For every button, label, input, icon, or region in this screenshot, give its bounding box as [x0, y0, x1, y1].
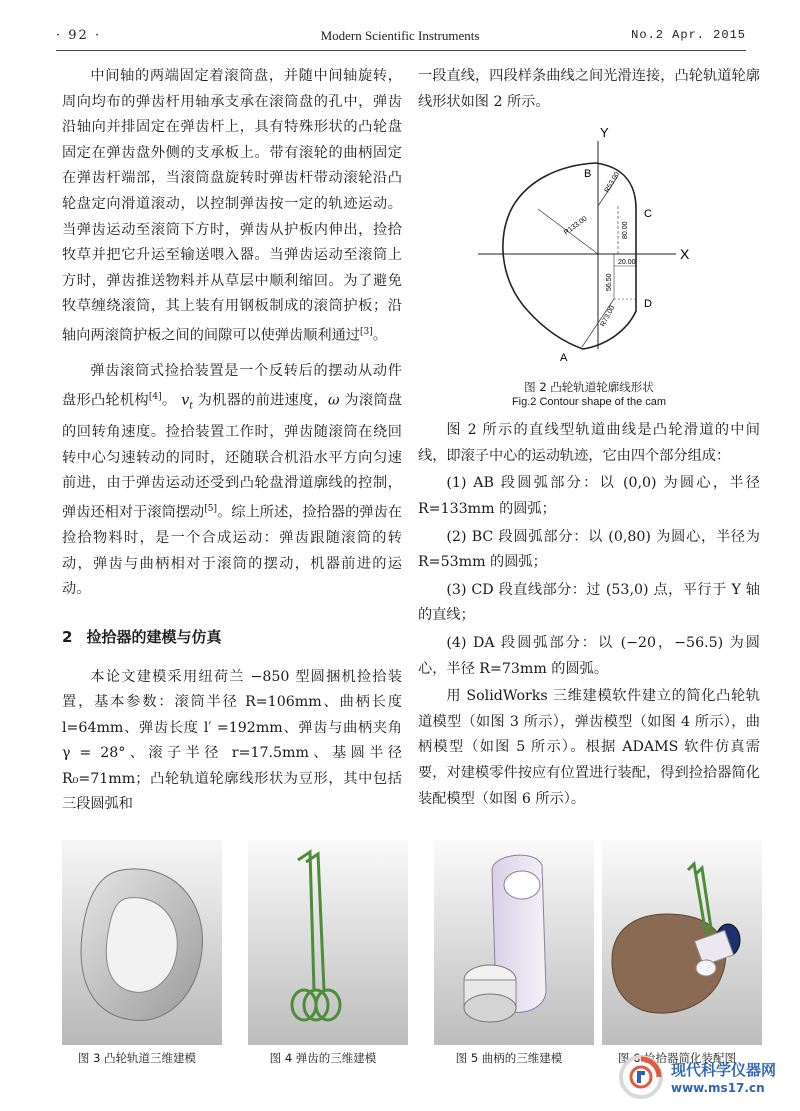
point-a: A	[560, 352, 568, 365]
point-c: C	[644, 208, 652, 221]
cam-contour	[503, 163, 636, 349]
tine-3d-image	[248, 840, 408, 1045]
paragraph: 用 SolidWorks 三维建模软件建立的简化凸轮轨道模型（如图 3 所示），弹齿模型（如图 4 所示），曲柄模型（如图 5 所示）。根据 ADAMS 软件仿真需要，对建模零件按应有位置进行装配，得到捡拾器简化装配模型（如图 6 所示）。	[418, 688, 760, 807]
paragraph: 中间轴的两端固定着滚筒盘，并随中间轴旋转，周向均布的弹齿杆用轴承支承在滚筒盘的孔中，弹齿沿轴向并排固定在弹齿杆上，具有特殊形状的凸轮盘固定在弹齿盘外侧的支承板上。带有滚轮的曲柄固定在弹齿杆端部，当滚筒盘旋转时弹齿杆带动滚轮沿凸轮盘定向滑道滚动，以控制弹齿按一定的轨迹运动。当弹齿运动至滚筒下方时，弹齿从护板内伸出，捡拾牧草并把它升运至输送喂入器。当弹齿运动至滚筒上方时，弹齿推送物料并从草层中顺利缩回。为了避免牧草缠绕滚筒，其上装有用钢板制成的滚筒护板；沿轴向两滚筒护板之间的间隙可以使弹齿顺利通过[3]。	[62, 68, 402, 344]
assembly-3d-image	[602, 840, 762, 1045]
y-axis-label: Y	[600, 125, 609, 141]
watermark-url: www.ms17.cn	[671, 1081, 765, 1095]
figure-caption-cn: 图 2 凸轮轨道轮廓线形状	[524, 380, 654, 395]
paragraph: 弹齿滚筒式捡拾装置是一个反转后的摆动从动件盘形凸轮机构[4]。 $v_t$ 为机器的前进速度，ω 为滚筒盘的回转角速度。捡拾装置工作时，弹齿随滚筒在绕回转中心匀速转动的同时，还随联合机沿水平方向匀速前进，由于弹齿运动还受到凸轮盘滑道廓线的控制，弹齿还相对于滚筒摆动[5]。综上所述，捡拾器的弹齿在捡拾物料时，是一个合成运动：弹齿跟随滚筒的转动，弹齿与曲柄相对于滚筒的摆动，机器前进的运动。	[62, 363, 402, 598]
cam-contour-figure	[418, 121, 760, 379]
citation: [3]	[359, 326, 373, 337]
list-item: (1) AB 段圆弧部分：以 (0,0) 为圆心，半径 R=133mm 的圆弧；	[418, 475, 760, 517]
citation: [5]	[204, 503, 218, 514]
fig3-cam-model	[62, 840, 212, 1065]
cam-track-3d-image	[62, 840, 222, 1045]
watermark-title: 现代科学仪器网	[671, 1061, 777, 1079]
fig6-assembly-model	[602, 840, 752, 1065]
list-item: (4) DA 段圆弧部分：以 (−20，−56.5) 为圆心，半径 R=73mm 的圆弧。	[418, 634, 760, 677]
fig5-caption: 图 5 曲柄的三维建模	[455, 1051, 563, 1065]
point-b: B	[584, 168, 592, 181]
crank-3d-image	[434, 840, 594, 1045]
fig3-caption: 图 3 凸轮轨道三维建模	[77, 1051, 197, 1065]
dim-r73: R73.00	[599, 304, 617, 329]
header-rule	[56, 50, 746, 51]
watermark-logo-icon	[617, 1053, 665, 1101]
page-number: · 92 ·	[56, 28, 102, 43]
dim-r133: R133.00	[563, 215, 589, 237]
cam-contour-diagram	[418, 121, 760, 379]
dim-r53: R53.00	[603, 171, 622, 195]
issue-info: No.2 Apr. 2015	[631, 28, 746, 42]
right-column	[418, 64, 760, 812]
dim-20: 20.00	[618, 259, 636, 267]
fig4-caption: 图 4 弹齿的三维建模	[269, 1051, 377, 1065]
paragraph: 图 2 所示的直线型轨道曲线是凸轮滑道的中间线，即滚子中心的运动轨迹，它由四个部分组成：	[418, 422, 760, 464]
point-d: D	[644, 298, 652, 311]
citation: [4]	[148, 391, 162, 402]
list-item: (3) CD 段直线部分：过 (53,0) 点，平行于 Y 轴的直线；	[418, 581, 760, 624]
list-item: (2) BC 段圆弧部分：以 (0,80) 为圆心，半径为 R=53mm 的圆弧；	[418, 528, 760, 571]
section-heading: 2 捡拾器的建模与仿真	[62, 627, 222, 646]
model-figures	[62, 840, 762, 1065]
journal-title: Modern Scientific Instruments	[320, 28, 480, 43]
paragraph: 一段直线，四段样条曲线之间光滑连接，凸轮轨道轮廓线形状如图 2 所示。	[418, 68, 760, 110]
site-watermark	[617, 1053, 792, 1103]
figure-caption-en: Fig.2 Contour shape of the cam	[511, 396, 667, 409]
x-axis-label: X	[680, 246, 690, 263]
fig5-crank-model	[434, 840, 584, 1065]
paragraph: 本论文建模采用纽荷兰 −850 型圆捆机捡拾装置，基本参数：滚筒半径 R=106mm、曲柄长度 l=64mm、弹齿长度 l′ =192mm、弹齿与曲柄夹角 γ = 28°、滚子半径 r=17.5mm、基圆半径 R₀=71mm；凸轮轨道轮廓线形状为豆形，其中包括三段圆弧和	[62, 668, 402, 813]
dim-80: 80.00	[622, 221, 629, 240]
fig6-caption: 图 6 捡拾器简化装配图	[617, 1051, 737, 1065]
fig4-tine-model	[248, 840, 398, 1065]
dim-56: 56.50	[606, 273, 613, 292]
left-column	[62, 64, 402, 818]
